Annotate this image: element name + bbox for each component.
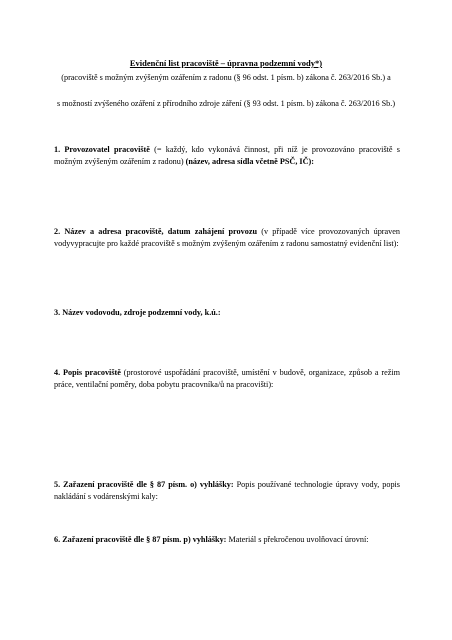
section-3-heading: 3. Název vodovodu, zdroje podzemní vody, k.ú.: (54, 308, 221, 317)
section-4-workplace-description (54, 367, 400, 391)
section-6-classification-p (54, 534, 400, 546)
section-5-text: Popis používané technologie úpravy vody, popis nakládání s vodárenskými kaly: (54, 480, 400, 501)
document-title: Evidenční list pracoviště – úpravna podzemní vody*) (129, 58, 323, 68)
section-2-heading: 2. Název a adresa pracoviště, datum zahájení provozu (54, 227, 258, 236)
section-4-text: (prostorové uspořádání pracoviště, umístění v budově, organizace, způsob a režim práce, ventilační poměry, doba pobytu pracovníka/ů na pracovišti): (54, 368, 400, 389)
section-2-workplace-address (54, 226, 400, 250)
section-5-classification-o (54, 479, 400, 503)
section-1-heading: 1. Provozovatel pracoviště (54, 145, 150, 154)
section-6-text: Materiál s překročenou uvolňovací úrovní: (226, 535, 369, 544)
section-1-text: (= každý, kdo vykonává činnost, při níž je provozováno pracoviště s možným zvýšeným ozářením z radonu) (54, 145, 400, 166)
section-5-heading: 5. Zařazení pracoviště dle § 87 písm. o) vyhlášky: (54, 480, 234, 489)
section-1-heading-tail: (název, adresa sídla včetně PSČ, IČ): (185, 157, 314, 166)
section-1-operator (54, 144, 400, 168)
section-3-waterworks (54, 307, 400, 319)
document-subtitle-natural-source: s možností zvýšeného ozáření z přírodního zdroje záření (§ 93 odst. 1 písm. b) zákona č. 263/2016 Sb.) (56, 99, 396, 108)
section-6-heading: 6. Zařazení pracoviště dle § 87 písm. p) vyhlášky: (54, 535, 227, 544)
section-2-text: (v případě více provozovaných úpraven vodyvypracujte pro každé pracoviště s možným zvýšeným ozářením z radonu samostatný evidenční list): (54, 227, 400, 248)
document-subtitle-radon: (pracoviště s možným zvýšeným ozářením z radonu (§ 96 odst. 1 písm. b) zákona č. 263/2016 Sb.) a (61, 73, 391, 82)
section-4-heading: 4. Popis pracoviště (54, 368, 121, 377)
